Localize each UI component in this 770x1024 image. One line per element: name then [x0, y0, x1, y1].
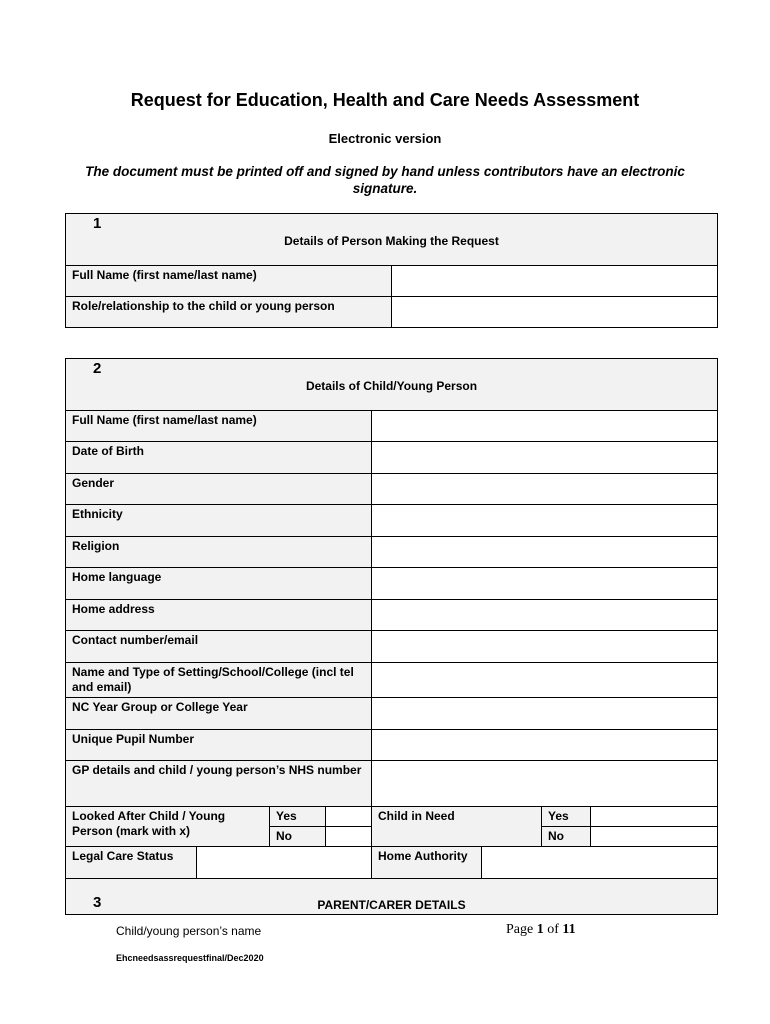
date-of-birth-field[interactable]	[372, 442, 718, 474]
requester-role-field[interactable]	[392, 297, 718, 328]
section-3-header	[66, 879, 718, 915]
gp-details-field[interactable]	[372, 761, 718, 807]
home-authority-label: Home Authority	[372, 847, 482, 879]
upn-label: Unique Pupil Number	[66, 730, 372, 761]
looked-after-label: Looked After Child / Young Person (mark with x)	[66, 807, 270, 847]
document-subtitle: Electronic version	[328, 131, 442, 146]
year-group-field[interactable]	[372, 698, 718, 730]
gender-label: Gender	[66, 474, 372, 505]
requester-role-label: Role/relationship to the child or young person	[66, 297, 392, 328]
gp-details-label: GP details and child / young person’s NHS number	[66, 761, 372, 807]
home-language-label: Home language	[66, 568, 372, 600]
section-1-heading: Details of Person Making the Request	[284, 234, 499, 248]
footer-page-of: of	[547, 922, 559, 937]
upn-field[interactable]	[372, 730, 718, 761]
contact-label: Contact number/email	[66, 631, 372, 663]
ethnicity-field[interactable]	[372, 505, 718, 537]
home-authority-field[interactable]	[482, 847, 718, 879]
footer-page-total: 11	[562, 922, 576, 937]
religion-field[interactable]	[372, 537, 718, 568]
child-in-need-yes-box[interactable]	[591, 807, 718, 827]
setting-school-label: Name and Type of Setting/School/College (incl tel and email)	[66, 663, 372, 698]
date-of-birth-label: Date of Birth	[66, 442, 372, 474]
religion-label: Religion	[66, 537, 372, 568]
home-address-label: Home address	[66, 600, 372, 631]
child-full-name-field[interactable]	[372, 411, 718, 442]
document-title: Request for Education, Health and Care Needs Assessment	[130, 90, 640, 110]
child-in-need-yes-label: Yes	[542, 807, 591, 827]
looked-after-yes-label: Yes	[270, 807, 326, 827]
section-2-heading: Details of Child/Young Person	[305, 379, 478, 393]
child-in-need-no-box[interactable]	[591, 827, 718, 847]
section-2-header	[66, 359, 718, 411]
footer-page-number	[506, 922, 576, 938]
gender-field[interactable]	[372, 474, 718, 505]
section-1-header	[66, 214, 718, 266]
requester-full-name-label: Full Name (first name/last name)	[66, 266, 392, 297]
home-language-field[interactable]	[372, 568, 718, 600]
looked-after-no-label: No	[270, 827, 326, 847]
looked-after-yes-box[interactable]	[326, 807, 372, 827]
child-full-name-label: Full Name (first name/last name)	[66, 411, 372, 442]
child-in-need-label: Child in Need	[372, 807, 542, 847]
home-address-field[interactable]	[372, 600, 718, 631]
section-2-number: 2	[93, 360, 102, 377]
looked-after-no-box[interactable]	[326, 827, 372, 847]
signature-notice: The document must be printed off and signed by hand unless contributors have an electronic signature.	[85, 164, 685, 196]
section-1-table	[65, 213, 718, 328]
section-3-number: 3	[93, 894, 102, 911]
section-1-number: 1	[93, 215, 102, 232]
ethnicity-label: Ethnicity	[66, 505, 372, 537]
footer-page-word: Page	[506, 922, 534, 937]
contact-field[interactable]	[372, 631, 718, 663]
footer-document-reference: Ehcneedsassrequestfinal/Dec2020	[116, 953, 264, 963]
child-in-need-no-label: No	[542, 827, 591, 847]
setting-school-field[interactable]	[372, 663, 718, 698]
legal-care-status-label: Legal Care Status	[66, 847, 197, 879]
section-2-table	[65, 358, 718, 915]
footer-page-current: 1	[536, 922, 544, 937]
requester-full-name-field[interactable]	[392, 266, 718, 297]
footer-child-name-label: Child/young person’s name	[116, 924, 262, 938]
legal-care-status-field[interactable]	[197, 847, 372, 879]
section-3-heading: PARENT/CARER DETAILS	[317, 898, 466, 912]
year-group-label: NC Year Group or College Year	[66, 698, 372, 730]
